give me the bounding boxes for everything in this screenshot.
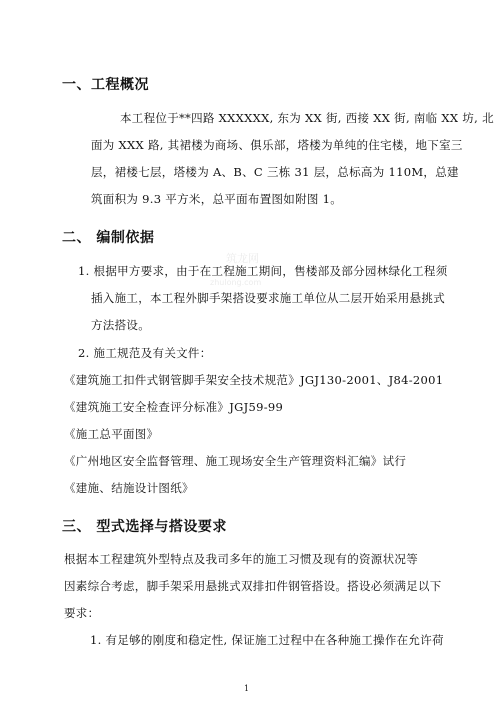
section-heading-basis: 二、 编制依据	[62, 230, 155, 246]
basis-item-2: 2. 施工规范及有关文件：	[78, 346, 212, 360]
watermark-url: zhulong.com	[210, 278, 262, 287]
type-requirement-1: 1. 有足够的刚度和稳定性, 保证施工过程中在各种施工操作在允许荷	[90, 633, 444, 647]
overview-line-2: 面为 XXX 路, 其裙楼为商场、俱乐部，塔楼为单纯的住宅楼，地下室三	[91, 138, 463, 152]
basis-item-1-line-2: 插入施工，本工程外脚手架搭设要求施工单位从二层开始采用悬挑式	[91, 291, 445, 305]
reference-doc-3: 《施工总平面图》	[64, 427, 159, 441]
reference-doc-1: 《建筑施工扣件式钢管脚手架安全技术规范》JGJ130-2001、J84-2001	[64, 373, 444, 387]
page-number: 1	[244, 684, 250, 693]
overview-line-3: 层，裙楼七层，塔楼为 A、B、C 三栋 31 层，总标高为 110M，总建	[91, 165, 459, 179]
type-line-3: 要求：	[64, 606, 100, 620]
section-heading-overview: 一、工程概况	[62, 77, 149, 93]
reference-doc-2: 《建筑施工安全检查评分标准》JGJ59-99	[64, 400, 284, 414]
overview-line-1: 本工程位于**四路 XXXXXX, 东为 XX 街, 西接 XX 街, 南临 XX 坊, 北	[120, 111, 494, 125]
watermark-logo-text: 筑龙网	[226, 252, 259, 265]
type-line-1: 根据本工程建筑外型特点及我司多年的施工习惯及现有的资源状况等	[64, 552, 418, 566]
basis-item-1-line-1: 1. 根据甲方要求，由于在工程施工期间，售楼部及部分园林绿化工程须	[78, 264, 448, 278]
section-heading-type-selection: 三、 型式选择与搭设要求	[62, 519, 227, 535]
overview-line-4: 筑面积为 9.3 平方米，总平面布置图如附图 1。	[91, 192, 343, 206]
type-line-2: 因素综合考虑，脚手架采用悬挑式双排扣件钢管搭设。搭设必须满足以下	[64, 579, 442, 593]
reference-doc-5: 《建施、结施设计图纸》	[64, 481, 194, 495]
reference-doc-4: 《广州地区安全监督管理、施工现场安全生产管理资料汇编》试行	[64, 454, 407, 468]
basis-item-1-line-3: 方法搭设。	[91, 318, 150, 332]
